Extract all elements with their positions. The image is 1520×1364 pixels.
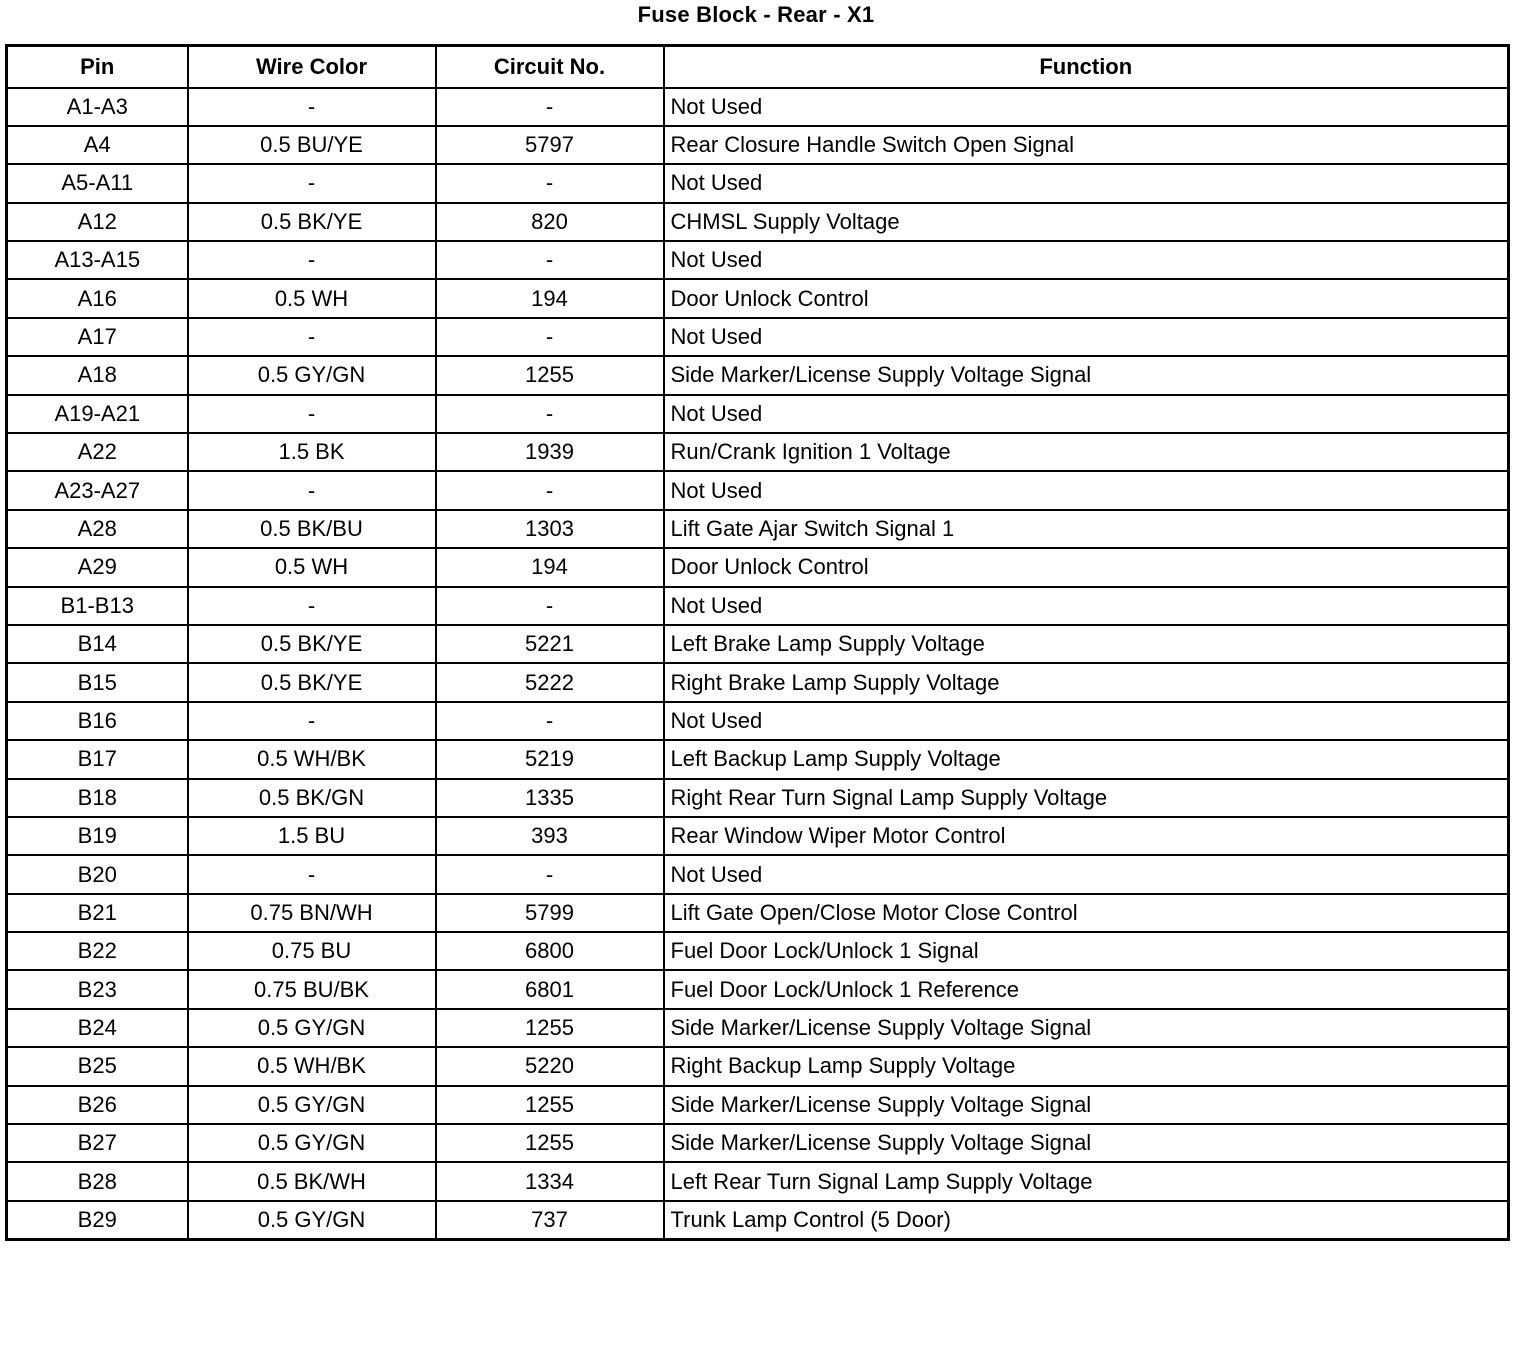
wire-color-cell: 0.5 BK/YE [188,663,436,701]
wire-color-cell: - [188,241,436,279]
function-cell: Left Brake Lamp Supply Voltage [664,625,1509,663]
table-row [7,88,1509,126]
function-cell: Not Used [664,855,1509,893]
pin-cell: B22 [7,932,188,970]
table-row [7,855,1509,893]
wire-color-cell: 0.5 WH/BK [188,740,436,778]
function-cell: Side Marker/License Supply Voltage Signal [664,1009,1509,1047]
table-row [7,779,1509,817]
pin-cell: B19 [7,817,188,855]
page-title: Fuse Block - Rear - X1 [637,2,875,27]
wire-color-cell: - [188,318,436,356]
pin-cell: A29 [7,548,188,586]
circuit-cell: 5222 [436,663,664,701]
table-row [7,1047,1509,1085]
wire-color-cell: 0.5 GY/GN [188,1086,436,1124]
function-cell: Fuel Door Lock/Unlock 1 Signal [664,932,1509,970]
pin-cell: B16 [7,702,188,740]
circuit-cell: - [436,164,664,202]
pin-cell: A1-A3 [7,88,188,126]
circuit-cell: 6800 [436,932,664,970]
pin-cell: A28 [7,510,188,548]
function-cell: CHMSL Supply Voltage [664,203,1509,241]
header-row [7,46,1509,88]
pin-cell: B23 [7,970,188,1008]
circuit-cell: - [436,855,664,893]
function-cell: Trunk Lamp Control (5 Door) [664,1201,1509,1239]
circuit-cell: 5221 [436,625,664,663]
function-cell: Door Unlock Control [664,279,1509,317]
function-cell: Not Used [664,395,1509,433]
pin-cell: A17 [7,318,188,356]
function-cell: Lift Gate Ajar Switch Signal 1 [664,510,1509,548]
function-cell: Left Rear Turn Signal Lamp Supply Voltage [664,1162,1509,1200]
table-row [7,356,1509,394]
pin-cell: B24 [7,1009,188,1047]
pin-cell: B27 [7,1124,188,1162]
wire-color-cell: 0.5 GY/GN [188,1201,436,1239]
circuit-cell: 393 [436,817,664,855]
circuit-cell: - [436,241,664,279]
function-cell: Not Used [664,702,1509,740]
circuit-cell: - [436,702,664,740]
pin-cell: B17 [7,740,188,778]
wire-color-cell: 0.5 GY/GN [188,1124,436,1162]
function-cell: Run/Crank Ignition 1 Voltage [664,433,1509,471]
wire-color-cell: 0.5 BK/BU [188,510,436,548]
function-cell: Fuel Door Lock/Unlock 1 Reference [664,970,1509,1008]
table-row [7,510,1509,548]
table-row [7,663,1509,701]
function-cell: Right Backup Lamp Supply Voltage [664,1047,1509,1085]
function-cell: Rear Closure Handle Switch Open Signal [664,126,1509,164]
table-row [7,932,1509,970]
circuit-cell: - [436,395,664,433]
function-cell: Not Used [664,587,1509,625]
pin-cell: A23-A27 [7,471,188,509]
function-cell: Not Used [664,471,1509,509]
pin-cell: A4 [7,126,188,164]
pin-cell: A22 [7,433,188,471]
function-cell: Not Used [664,88,1509,126]
wire-color-cell: - [188,855,436,893]
function-cell: Side Marker/License Supply Voltage Signal [664,356,1509,394]
function-cell: Door Unlock Control [664,548,1509,586]
wire-color-cell: 0.5 GY/GN [188,1009,436,1047]
wire-color-cell: 0.5 WH [188,548,436,586]
wire-color-cell: 0.5 WH [188,279,436,317]
circuit-cell: 1334 [436,1162,664,1200]
column-header-pin: Pin [7,46,188,88]
pin-cell: B25 [7,1047,188,1085]
table-row [7,625,1509,663]
table-row [7,817,1509,855]
wire-color-cell: 0.5 BK/GN [188,779,436,817]
table-row [7,241,1509,279]
circuit-cell: 1255 [436,1009,664,1047]
table-row [7,395,1509,433]
pin-cell: B1-B13 [7,587,188,625]
circuit-cell: 1255 [436,1124,664,1162]
pin-cell: B14 [7,625,188,663]
pin-cell: A18 [7,356,188,394]
function-cell: Left Backup Lamp Supply Voltage [664,740,1509,778]
pin-cell: B29 [7,1201,188,1239]
circuit-cell: 6801 [436,970,664,1008]
pin-cell: B26 [7,1086,188,1124]
pin-cell: B21 [7,894,188,932]
table-row [7,740,1509,778]
circuit-cell: - [436,587,664,625]
circuit-cell: 1939 [436,433,664,471]
table-row [7,1162,1509,1200]
table-row [7,702,1509,740]
circuit-cell: - [436,88,664,126]
circuit-cell: 1255 [436,1086,664,1124]
circuit-cell: 1303 [436,510,664,548]
wire-color-cell: - [188,164,436,202]
column-header-circuit: Circuit No. [436,46,664,88]
table-row [7,471,1509,509]
wire-color-cell: 0.5 BK/YE [188,625,436,663]
column-header-function: Function [664,46,1509,88]
table-row [7,1201,1509,1239]
table-row [7,164,1509,202]
wire-color-cell: 0.5 BU/YE [188,126,436,164]
pin-cell: B28 [7,1162,188,1200]
circuit-cell: 194 [436,279,664,317]
table-row [7,279,1509,317]
table-row [7,1086,1509,1124]
table-row [7,894,1509,932]
circuit-cell: 5799 [436,894,664,932]
table-row [7,433,1509,471]
pin-cell: B15 [7,663,188,701]
function-cell: Not Used [664,164,1509,202]
circuit-cell: 1255 [436,356,664,394]
pin-cell: B20 [7,855,188,893]
pin-cell: A12 [7,203,188,241]
circuit-cell: 737 [436,1201,664,1239]
wire-color-cell: - [188,88,436,126]
pin-cell: A16 [7,279,188,317]
wire-color-cell: - [188,587,436,625]
function-cell: Lift Gate Open/Close Motor Close Control [664,894,1509,932]
column-header-wire-color: Wire Color [188,46,436,88]
wire-color-cell: - [188,395,436,433]
function-cell: Rear Window Wiper Motor Control [664,817,1509,855]
wire-color-cell: 0.75 BU [188,932,436,970]
function-cell: Right Brake Lamp Supply Voltage [664,663,1509,701]
table-row [7,1124,1509,1162]
circuit-cell: - [436,471,664,509]
table-row [7,548,1509,586]
function-cell: Not Used [664,241,1509,279]
wire-color-cell: 0.5 BK/WH [188,1162,436,1200]
wire-color-cell: 0.5 BK/YE [188,203,436,241]
table-row [7,1009,1509,1047]
pin-cell: B18 [7,779,188,817]
function-cell: Right Rear Turn Signal Lamp Supply Voltage [664,779,1509,817]
circuit-cell: 5219 [436,740,664,778]
circuit-cell: 1335 [436,779,664,817]
wire-color-cell: 1.5 BU [188,817,436,855]
circuit-cell: 194 [436,548,664,586]
pinout-table [5,44,1510,1241]
wire-color-cell: 1.5 BK [188,433,436,471]
table-row [7,970,1509,1008]
table-row [7,126,1509,164]
table-body [7,88,1509,1240]
table-row [7,587,1509,625]
pin-cell: A13-A15 [7,241,188,279]
function-cell: Not Used [664,318,1509,356]
function-cell: Side Marker/License Supply Voltage Signal [664,1124,1509,1162]
pin-cell: A5-A11 [7,164,188,202]
wire-color-cell: - [188,702,436,740]
wire-color-cell: 0.5 WH/BK [188,1047,436,1085]
circuit-cell: 820 [436,203,664,241]
table-row [7,318,1509,356]
wire-color-cell: 0.5 GY/GN [188,356,436,394]
pin-cell: A19-A21 [7,395,188,433]
wire-color-cell: 0.75 BN/WH [188,894,436,932]
table-row [7,203,1509,241]
circuit-cell: 5797 [436,126,664,164]
wire-color-cell: 0.75 BU/BK [188,970,436,1008]
function-cell: Side Marker/License Supply Voltage Signal [664,1086,1509,1124]
circuit-cell: 5220 [436,1047,664,1085]
wire-color-cell: - [188,471,436,509]
circuit-cell: - [436,318,664,356]
